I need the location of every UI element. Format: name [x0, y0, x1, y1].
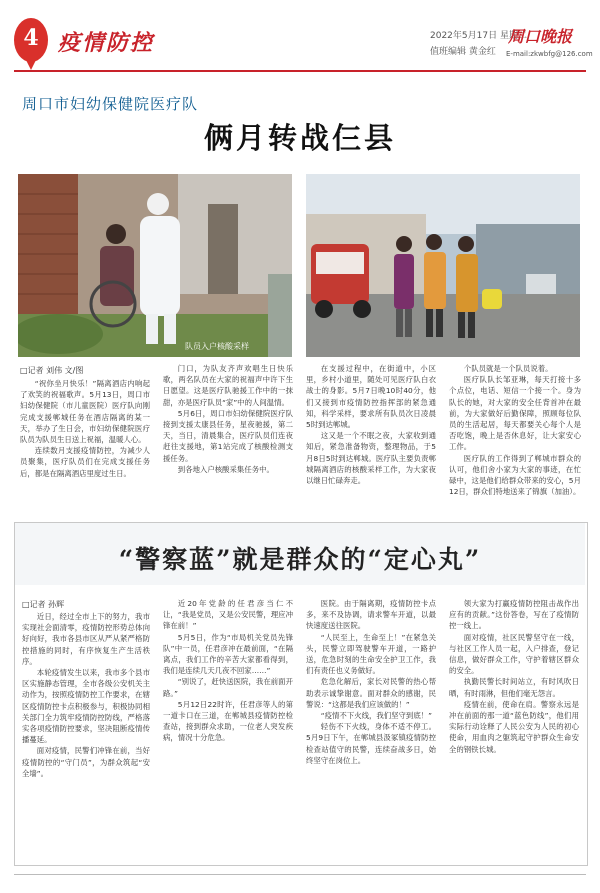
article-2-column-1: [22, 611, 150, 857]
photo-left-illustration: [18, 174, 292, 357]
photo-right-illustration: [306, 174, 580, 357]
article-column-2: [163, 363, 293, 511]
newspaper-logo: 周口晚报: [508, 27, 573, 46]
paragraph: 轻伤不下火线，身体不适不停工。5月9日下午，在郸城县汲冢镇疫情防控检查站值守的民警，连续奋战多日，始终坚守在岗位上。: [306, 722, 436, 765]
paragraph: “祝你坐月快乐！”隔离酒店内响起了欢笑的祝福歌声。5月13日，周口市妇幼保健院（市儿童医院）医疗队向刚完成支援郸城任务在酒店隔离的某一天，举办了生日会，市妇幼保健院医疗队员为队员生日送上祝福，温暖人心。: [20, 379, 150, 445]
paragraph: 面对疫情，社区民警坚守在一线，与社区工作人员一起，入户排查，登记信息，做好群众工作，守护着辖区群众的安全。: [449, 632, 579, 676]
article-column-3: [306, 363, 436, 511]
article-headline: 俩月转战仨县: [203, 121, 396, 155]
paragraph: 疫情在前，使命在肩。警察永远是冲在前面的那一道“蓝色防线”，他们用实际行动诠释了人民公安为人民的初心使命，用血肉之躯筑起守护群众生命安全的钢铁长城。: [449, 699, 579, 754]
article-column-1: [20, 378, 150, 511]
paragraph: 5月5日，作为“市局机关党员先锋队”中一员，任君彦冲在最前面，“在隔离点，我们工作的辛苦大家都看得到，我们是连续几天几夜不回家……”: [163, 632, 293, 676]
article-2-column-2: [163, 598, 293, 857]
page-number-badge: [14, 18, 48, 62]
paragraph: 本轮疫情发生以来，我市多个县市区实施静态管理，全市各级公安机关主动作为，按照疫情防控工作要求，在辖区疫情防控卡点积极参与，积极协同相关部门全力筑牢疫情防控防线，严格落实各项疫情防控要求，坚决阻断疫情传播蔓延。: [22, 668, 150, 745]
paragraph: 门口，为队友齐声欢唱生日快乐歌，两名队员在大家的祝福声中许下生日愿望。这是医疗队驰援工作中的一抹甜，亦是医疗队员“家”中的人间温情。: [163, 364, 293, 407]
paragraph: 连续数月支援疫情防控，为减少人员聚集，医疗队员们在完成支援任务后，都是在隔离酒店里度过生日。: [20, 446, 150, 478]
paragraph: 执勤民警长时间站立，有时风吹日晒，有时雨淋，但他们毫无怨言。: [449, 677, 579, 698]
article-2-column-3: [306, 598, 436, 857]
photo-caption: 队员入户核酸采样: [185, 342, 249, 351]
article-subtitle: 周口市妇幼保健院医疗队: [22, 95, 199, 113]
photo-medical-team: [306, 174, 580, 357]
page-number: 4: [23, 25, 39, 51]
photo-nurse-sampling: [18, 174, 292, 357]
paragraph: “人民至上，生命至上！”在紧急关头，民警立即驾驶警车开道，一路护送，危急时刻的生命安全护卫工作，我们有责任也义务做好。: [306, 632, 436, 676]
header-divider: [14, 70, 586, 72]
article-byline: □记者 刘伟 文/图: [20, 366, 84, 375]
issue-date: 2022年5月17日 星期二: [430, 31, 527, 41]
footer-divider: [14, 874, 586, 875]
paragraph: 危急化解后，家长对民警的热心帮助表示诚挚谢意。面对群众的感谢，民警说：“这都是我们应该做的！”: [306, 677, 436, 709]
paragraph: 医疗队的工作得到了郸城市群众的认可，他们舍小家为大家的事迹，在忙碌中，这是他们给群众带来的安心，5月12日，群众们特地送来了锦旗（加油）。: [449, 453, 581, 497]
paragraph: “别说了，赶快送医院，我在前面开路。”: [163, 677, 293, 698]
paragraph: 医疗队队长邹亚琳，每天打接十多个点位，电话、短信一个接一个。身为队长的她，对大家的安全任背首冲在最前，为大家做好后勤保障，照顾每位队员的生活起居，每天都要关心每个人是否吃饱，晚上是否休息好，让大家安心工作。: [449, 375, 581, 452]
paragraph: 5月12日22时许，任君彦等人的第一道卡口在三道，在郸城县疫情防控检查站，接到群众求助，一位老人突发疾病，情况十分危急。: [163, 699, 293, 743]
paragraph: 到各地入户核酸采集任务中。: [177, 464, 274, 474]
article-2-column-4: [449, 598, 579, 857]
article-2-headline: “警察蓝”就是群众的“定心丸”: [118, 545, 482, 574]
editor-credit: 值班编辑 黄金红: [430, 47, 496, 57]
paragraph: 个队员就是一个队员说着。: [463, 364, 553, 373]
article-2-byline: □记者 孙辉: [22, 600, 65, 609]
contact-email: E-mail:zkwbfg@126.com: [506, 50, 593, 58]
section-title: 疫情防控: [58, 30, 155, 56]
paragraph: 近日，经过全市上下的努力，我市实现社会面清零，疫情防控形势总体向好向好，我市各县市区从严从紧严格防控措施的同时，有序恢复生产生活秩序。: [22, 612, 150, 666]
paragraph: “疫情不下火线，我们坚守到底！”: [320, 711, 432, 721]
paragraph: 这又是一个不眠之夜，大家收到通知后，紧急准备物资，整理物品，于5月8日5时到达郸城。医疗队主要负责郸城隔离酒店的核酸采样工作，为大家夜以继日忙碌奔走。: [306, 431, 436, 486]
paragraph: 医院。由于隔离期，疫情防控卡点多，来不及协调，请求警车开道，以最快速度送往医院。: [306, 599, 436, 631]
paragraph: 近20年党龄的任君彦当仁不让，“我是党员，又是公安民警，理应冲锋在前！”: [163, 599, 293, 631]
article-column-4: [449, 363, 581, 511]
paragraph: 5月6日，周口市妇幼保健院医疗队接到支援太康县任务，星夜驰援，第二天，当日，清晨集合，医疗队员们连夜赶往支援地，第1站完成了核酸检测支援任务。: [163, 408, 293, 463]
paragraph: 面对疫情，民警们冲锋在前，当好疫情防控的“守门员”，为群众筑起“安全墙”。: [22, 746, 150, 778]
paragraph: 在支援过程中，在街道中，小区里，乡村小道里，随处可见医疗队白衣战士的身影。5月7日晚10时40分，他们又接到市疫情防控指挥部的紧急通知，科学采样，要求所有队员次日凌晨5时到达郸城。: [306, 364, 436, 430]
paragraph: 领大家为打赢疫情防控阻击战作出应有的贡献。”这份答卷，写在了疫情防控一线上。: [449, 599, 579, 631]
